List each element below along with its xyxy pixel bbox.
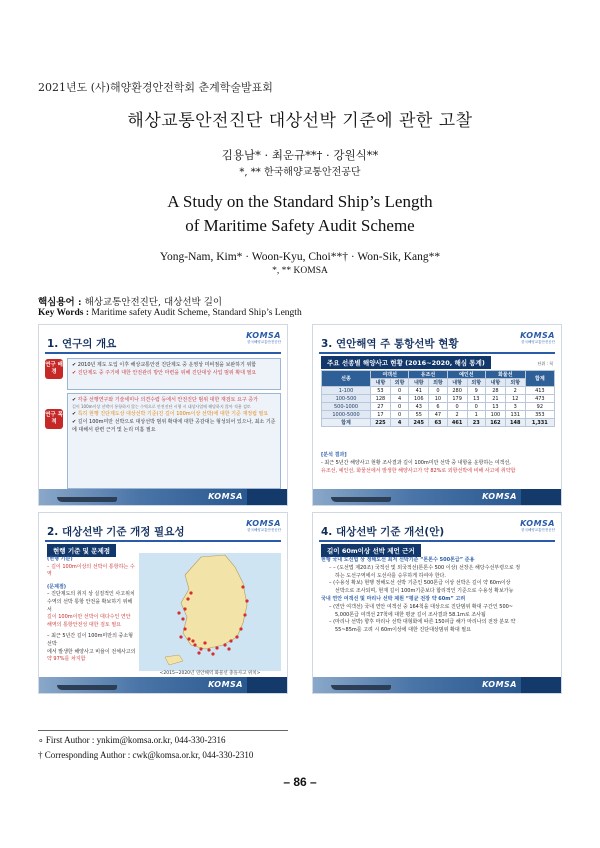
table-row [322,411,555,419]
current-criteria-line: – 길이 100m이상의 선박이 통항하는 수역 [47,563,135,578]
affiliation-english: *, ** KOMSA [272,266,328,276]
table-cell: 13 [467,395,486,403]
table-cell: 0 [390,411,409,419]
background-box [67,358,281,390]
col-tanker: 유조선 [409,371,447,379]
table-cell: 413 [525,387,554,395]
row-header-cell: 1000-5000 [322,411,371,419]
background-line-2: ✔ 진단제도 중 주기에 대한 안전관리 방안 마련을 위해 진단대상 사업 범위 확대 필요 [72,370,257,376]
purpose-line-3: ✔ 특히 현행 진단제도상 대상선박 기준(진 길이 100m이상 선박)에 대한 기준 재정립 필요 [72,411,269,417]
table-cell: 0 [390,403,409,411]
col-tug: 예인선 [447,371,485,379]
conference-header: 2021년도 (사)해양환경안전학회 춘계학술발표회 [38,81,273,94]
accident-table: 선종 여객선 유조선 예인선 화물선 합계 내항 외항 내항 외항 내항 외항 내항 외항 1-100 53 0 41 0 280 9 28 2 413 100-500 128 4 106 10 179 13 21 12 473 500-1000 27 0 43 6 0 0 13 3 92 1000-5000 17 0 55 47 2 1 100 131 353 합계 225 4 245 63 461 23 162 148 1,331 [321,370,555,427]
page-number: – 86 – [283,775,317,789]
table-row [322,419,555,427]
row-header-cell: 합계 [322,419,371,427]
table-cell: 28 [486,387,506,395]
table-cell: 225 [371,419,391,427]
table-cell: 13 [486,403,506,411]
title-divider [319,352,555,354]
purpose-line-1: ✔ 각종 선행연구와 기술세미나 의견수렴 등에서 안전진단 범위 대한 재검토 요구 증가 [72,397,258,403]
col-passenger: 여객선 [371,371,409,379]
keywords-english [38,308,302,318]
table-cell: 17 [371,411,391,419]
background-line-1: ✔ 2010년 제도 도입 이후 해상교통안전 진단제도 중 운영상 미비점을 보완하기 위함 [72,362,257,368]
col-cargo: 화물선 [486,371,526,379]
affiliation-korean: *, ** 한국해양교통안전공단 [239,167,361,178]
authors-english: Yong-Nam, Kim* · Woon-Kyu, Choi**† · Won-Sik, Kang** [159,251,441,263]
slide-coastal-traffic-status [312,324,562,506]
analysis-label: [분석 결과] [321,452,347,458]
collision-map [139,553,281,671]
table-cell: 353 [525,411,554,419]
criteria-text: (현행 기준) – 길이 100m이상의 선박이 통항하는 수역 (문제점) – 진단제도의 취지 상 실질적인 사고위치 수역의 선박 통항 안전을 확보하기 위해서 길이 100m이만 선박이 대다수인 연안 해역의 통항안전성 대한 검토 필요 – 최근 5년간 길이 100m미만의 중소형선박 에서 발생한 해양사고 비율이 전체사고의 약 97%를 차지함 [47,556,136,663]
table-row [322,395,555,403]
table-row [322,403,555,411]
title-divider [45,540,281,542]
table-cell: 461 [447,419,467,427]
table-cell: 10 [429,395,448,403]
proposal-text: 현행 국내 도선법 상 정해도선 최저 선박기준 “톤톤수 500톤급” 준용 – – (도선법 제20조) 국적선 및 외국적선(톤톤수 500 이상) 선장은 해당수선부령으로 정 하는 도선구역에서 도선사를 승무하게 하여야 한다. – (수용성 확보) 현행 정해도선 선박 기준인 500톤급 이상 선박은 길이 약 60m이상 선박으로 조사되며, 현재 길이 100m기준보다 합리적인 기준으로 수용성 확보가능 국내 연안 여객선 및 마리나 선박 제원 “평균 전장 약 60m” 고려 – (연안 여객선) 국내 연안 여객선 중 164척을 대상으로 진단범위 확대 구간인 500~ 5,000톤급 여객선 27척에 대한 평균 길이 조사결과 58.1m로 조사됨 – (마리나 선박) 향후 마리나 선박 대형화에 따른 150피급 해가 마리나의 전장 분포 약 55~85m를 고려 시 60m이상에 대한 진단대상범위 확대 필요 [321,557,521,634]
row-header-cell: 500-1000 [322,403,371,411]
slide-revision-necessity [38,512,288,694]
table-cell: 92 [525,403,554,411]
table-cell: 6 [429,403,448,411]
table-cell: 162 [486,419,506,427]
title-divider [319,540,555,542]
table-cell: 21 [486,395,506,403]
paper-title-korean: 해상교통안전진단 대상선박 기준에 관한 고찰 [127,111,473,131]
table-cell: 63 [429,419,448,427]
table-cell: 47 [429,411,448,419]
slide-improvement-plan [312,512,562,694]
table-unit: 단위 : 척 [537,361,553,366]
table-cell: 43 [409,403,429,411]
table-cell: 1,331 [525,419,554,427]
table-cell: 280 [447,387,467,395]
analysis-line-1: - 최근 5년간 해양사고 현황 조사결과 길이 100m미만 선박 중 내항을 운항하는 여객선, [321,460,511,466]
problem-label: (문제점) [47,583,67,590]
table-cell: 2 [505,387,525,395]
row-header-cell: 100-500 [322,395,371,403]
keywords-ko-text: 해상교통안전진단, 대상선박 길이 [84,297,223,308]
analysis-line-2: 유조선, 예인선, 화물선에서 발생한 해양사고가 약 82%로 외항선박에 비해 사고에 취약함 [321,468,516,474]
tag-research-purpose: 연구 목적 [45,409,63,429]
keywords-korean [38,294,222,308]
table-cell: 0 [429,387,448,395]
table-cell: 12 [505,395,525,403]
keywords-ko-label: 핵심용어 : [38,297,82,308]
table-cell: 0 [390,387,409,395]
komsa-logo: KOMSA 한국해양교통안전공단 [246,331,281,344]
tag-research-background: 연구 배경 [45,359,63,379]
slide-footer: KOMSA [39,489,287,505]
table-row [322,387,555,395]
table-cell: 55 [409,411,429,419]
map-caption: <2015~2020년 연안해역 화물선 충돌사고 위치> [159,671,261,676]
title-en-line1: A Study on the Standard Ship’s Length [167,192,433,211]
table-cell: 100 [486,411,506,419]
table-cell: 179 [447,395,467,403]
col-ship-type: 선종 [322,371,371,387]
komsa-logo: KOMSA 한국해양교통안전공단 [246,519,281,532]
table-cell: 27 [371,403,391,411]
purpose-line-2: 길이 100m이상 선박이 통항하지 않는 수역으로 안전진단 시행 시 대상사업에 해당하지 않아 적용 검토 [72,404,251,409]
slide-footer: KOMSA [39,677,287,693]
slide-title: 2. 대상선박 기준 개정 필요성 [47,526,185,538]
table-cell: 128 [371,395,391,403]
authors-korean: 김용남* · 최운규**† · 강원식** [221,148,379,162]
table-cell: 0 [467,403,486,411]
komsa-logo: KOMSA 한국해양교통안전공단 [520,331,555,344]
slide-title: 4. 대상선박 기준 개선(안) [321,526,445,538]
table-cell: 4 [390,419,409,427]
table-cell: 131 [505,411,525,419]
current-criteria-label: (현행 기준) [47,556,73,562]
table-cell: 41 [409,387,429,395]
keywords-en-label: Key Words : [38,308,90,318]
table-cell: 23 [467,419,486,427]
paper-title-english [0,190,600,238]
purpose-line-4: ✔ 길이 100m미만 선박으로 대상선박 범위 확대에 대한 공감대는 형성되어 있으나, 최소 기준에 대해서 관련 근거 및 논리 미흡 필요 [72,419,276,433]
corresponding-author-footnote: † Corresponding Author : cwk@komsa.or.kr, 044-330-2310 [38,750,254,760]
table-cell: 148 [505,419,525,427]
table-cell: 9 [467,387,486,395]
table-cell: 3 [505,403,525,411]
title-en-line2: of Maritime Safety Audit Scheme [185,216,415,235]
table-cell: 4 [390,395,409,403]
table-cell: 473 [525,395,554,403]
slide-title: 1. 연구의 개요 [47,338,117,350]
keywords-en-text: Maritime safety Audit Scheme, Standard Ship’s Length [91,308,302,318]
row-header-cell: 1-100 [322,387,371,395]
table-cell: 245 [409,419,429,427]
purpose-box [67,393,281,489]
slide-footer: KOMSA [313,677,561,693]
section-subtitle: 현행 기준 및 문제점 [47,544,116,557]
first-author-footnote: ∘ First Author : ynkim@komsa.or.kr, 044-330-2316 [38,735,226,745]
col-total: 합계 [525,371,554,387]
slide-footer: KOMSA [313,489,561,505]
komsa-logo: KOMSA 한국해양교통안전공단 [520,519,555,532]
table-cell: 2 [447,411,467,419]
table-subtitle: 주요 선종별 해양사고 현황 (2016~2020, 해심 통계) [321,356,491,369]
table-cell: 53 [371,387,391,395]
analysis-note [321,451,553,475]
footnote-divider [38,730,288,731]
korea-map-graphic [139,553,281,671]
slide-research-overview [38,324,288,506]
table-cell: 0 [447,403,467,411]
title-divider [45,352,281,354]
table-cell: 1 [467,411,486,419]
section-subtitle: 길이 60m이상 선박 제언 근거 [321,544,421,557]
slide-title: 3. 연안해역 주 통항선박 현황 [321,338,459,350]
table-cell: 106 [409,395,429,403]
